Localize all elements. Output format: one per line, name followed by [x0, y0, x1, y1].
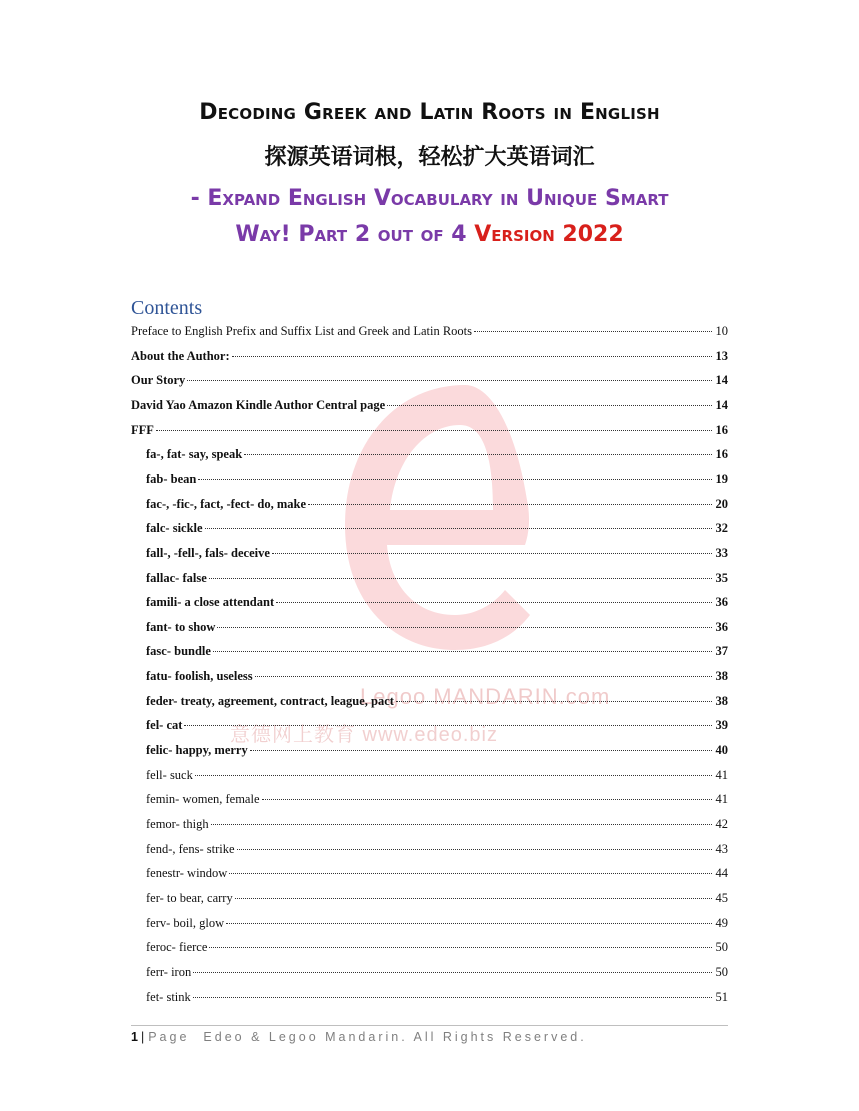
toc-entry[interactable] [146, 592, 728, 612]
toc-entry-label: fall-, -fell-, fals- deceive [146, 545, 270, 560]
toc-entry[interactable] [146, 715, 728, 735]
toc-entry-page: 44 [715, 866, 728, 881]
toc-entry-page: 41 [715, 767, 728, 782]
toc-dot-leader [226, 922, 712, 924]
toc-dot-leader [237, 848, 712, 850]
toc-entry[interactable] [146, 617, 728, 637]
toc-entry-page: 45 [715, 890, 728, 905]
toc-entry-label: fel- cat [146, 718, 183, 733]
toc-entry-label: fac-, -fic-, fact, -fect- do, make [146, 496, 306, 511]
toc-entry[interactable] [146, 789, 728, 809]
toc-dot-leader [272, 552, 712, 554]
toc-dot-leader [205, 527, 712, 529]
toc-entry-label: fenestr- window [146, 866, 228, 881]
toc-entry[interactable] [146, 765, 728, 785]
toc-dot-leader [262, 798, 713, 800]
toc-entry-page: 14 [715, 397, 728, 412]
toc-entry[interactable] [146, 863, 728, 883]
toc-entry-label: felic- happy, merry [146, 743, 248, 758]
watermark-text-2: 意德网上教育 www.edeo.biz [230, 724, 498, 746]
toc-entry[interactable] [146, 962, 728, 982]
toc-entry[interactable] [146, 444, 728, 464]
toc-entry-label: famili- a close attendant [146, 595, 275, 610]
page-footer [131, 1030, 587, 1044]
toc-entry-page: 38 [715, 693, 728, 708]
toc-dot-leader [396, 700, 712, 702]
toc-dot-leader [235, 897, 712, 899]
toc-entry-label: About the Author: [131, 348, 230, 363]
toc-dot-leader [244, 453, 712, 455]
toc-dot-leader [255, 675, 712, 677]
book-title: Decoding Greek and Latin Roots in English [199, 100, 660, 125]
toc-entry-page: 10 [715, 324, 728, 338]
toc-entry-label: David Yao Amazon Kindle Author Central page [131, 397, 386, 412]
toc-entry-label: FFF [131, 422, 154, 437]
toc-dot-leader [211, 823, 712, 825]
toc-dot-leader [229, 872, 712, 874]
toc-entry-page: 43 [715, 841, 728, 856]
toc-entry[interactable] [131, 370, 728, 390]
toc-entry-page: 19 [715, 471, 728, 486]
toc-dot-leader [198, 478, 712, 480]
toc-entry[interactable] [131, 346, 728, 366]
toc-dot-leader [250, 749, 712, 751]
toc-entry-label: fend-, fens- strike [146, 841, 235, 856]
toc-entry-page: 35 [715, 570, 728, 585]
toc-entry-page: 14 [715, 373, 728, 388]
toc-dot-leader [195, 774, 712, 776]
toc-entry-label: fatu- foolish, useless [146, 669, 253, 684]
toc-entry[interactable] [146, 469, 728, 489]
toc-dot-leader [276, 601, 712, 603]
toc-entry-label: fasc- bundle [146, 644, 211, 659]
toc-entry-label: Our Story [131, 373, 186, 388]
toc-entry-page: 16 [715, 447, 728, 462]
toc-entry-page: 51 [715, 989, 728, 1004]
toc-entry-page: 40 [715, 743, 728, 758]
book-subtitle-line1: - Expand English Vocabulary in Unique Smart [190, 186, 669, 211]
toc-entry-label: fab- bean [146, 471, 197, 486]
toc-entry-page: 32 [715, 521, 728, 536]
toc-entry-page: 41 [715, 792, 728, 807]
toc-entry-label: femin- women, female [146, 792, 260, 807]
toc-entry-page: 13 [715, 348, 728, 363]
toc-entry[interactable] [146, 987, 728, 1007]
toc-dot-leader [187, 379, 712, 381]
toc-entry[interactable] [131, 321, 728, 341]
watermark-text-1: Legoo MANDARIN.com [360, 684, 611, 709]
toc-entry[interactable] [131, 420, 728, 440]
toc-entry-label: fell- suck [146, 767, 193, 782]
footer-rights: Edeo & Legoo Mandarin. All Rights Reserved. [203, 1030, 587, 1044]
toc-dot-leader [474, 330, 712, 332]
version-label: Version 2022 [474, 222, 624, 247]
toc-entry-label: Preface to English Prefix and Suffix List and Greek and Latin Roots [131, 324, 473, 338]
toc-dot-leader [217, 626, 712, 628]
toc-entry-label: fa-, fat- say, speak [146, 447, 243, 462]
toc-entry-label: fer- to bear, carry [146, 890, 233, 905]
toc-dot-leader [213, 650, 712, 652]
toc-entry[interactable] [146, 543, 728, 563]
toc-entry-label: femor- thigh [146, 817, 209, 831]
toc-dot-leader [209, 577, 712, 579]
toc-entry-page: 33 [715, 545, 728, 560]
toc-entry-page: 50 [715, 964, 728, 979]
subtitle-part-text: Way! Part 2 out of 4 [235, 222, 475, 247]
toc-entry[interactable] [146, 691, 728, 711]
toc-dot-leader [308, 503, 712, 505]
toc-entry-label: fant- to show [146, 619, 216, 634]
toc-entry[interactable] [146, 518, 728, 538]
toc-dot-leader [184, 724, 712, 726]
toc-dot-leader [156, 429, 712, 431]
toc-entry[interactable] [146, 888, 728, 908]
toc-entry-label: ferr- iron [146, 964, 192, 979]
toc-dot-leader [193, 996, 712, 998]
toc-entry-page: 39 [715, 718, 728, 733]
toc-entry-label: ferv- boil, glow [146, 915, 225, 930]
toc-dot-leader [232, 355, 712, 357]
toc-entry-label: feder- treaty, agreement, contract, league, pact [146, 693, 394, 708]
toc-entry-page: 49 [715, 915, 728, 930]
toc-entry[interactable] [146, 937, 728, 957]
toc-dot-leader [193, 971, 712, 973]
toc-entry[interactable] [146, 913, 728, 933]
footer-separator: | [140, 1030, 145, 1044]
toc-entry-page: 36 [715, 619, 728, 634]
toc-entry-label: fet- stink [146, 989, 191, 1004]
toc-entry-page: 20 [715, 496, 728, 511]
toc-entry-label: fallac- false [146, 570, 207, 585]
toc-entry-page: 42 [715, 817, 728, 831]
toc-entry[interactable] [146, 494, 728, 514]
book-title-chinese: 探源英语词根，轻松扩大英语词汇 [264, 144, 595, 170]
toc-entry-label: falc- sickle [146, 521, 203, 536]
toc-entry[interactable] [146, 814, 728, 834]
toc-entry[interactable] [146, 568, 728, 588]
toc-entry-page: 50 [715, 940, 728, 955]
toc-entry-page: 36 [715, 595, 728, 610]
toc-entry-page: 16 [715, 422, 728, 437]
toc-dot-leader [387, 404, 712, 406]
toc-entry-page: 37 [715, 644, 728, 659]
footer-page-word: Page [148, 1030, 190, 1044]
toc-dot-leader [209, 946, 712, 948]
book-subtitle-line2 [0, 222, 859, 247]
toc-entry[interactable] [146, 839, 728, 859]
contents-heading: Contents [131, 297, 203, 319]
toc-entry-label: feroc- fierce [146, 940, 208, 955]
toc-entry[interactable] [146, 641, 728, 661]
toc-entry[interactable] [131, 395, 728, 415]
toc-entry[interactable] [146, 666, 728, 686]
footer-divider [131, 1025, 728, 1026]
footer-page-number: 1 [131, 1030, 138, 1044]
toc-entry-page: 38 [715, 669, 728, 684]
toc-entry[interactable] [146, 740, 728, 760]
